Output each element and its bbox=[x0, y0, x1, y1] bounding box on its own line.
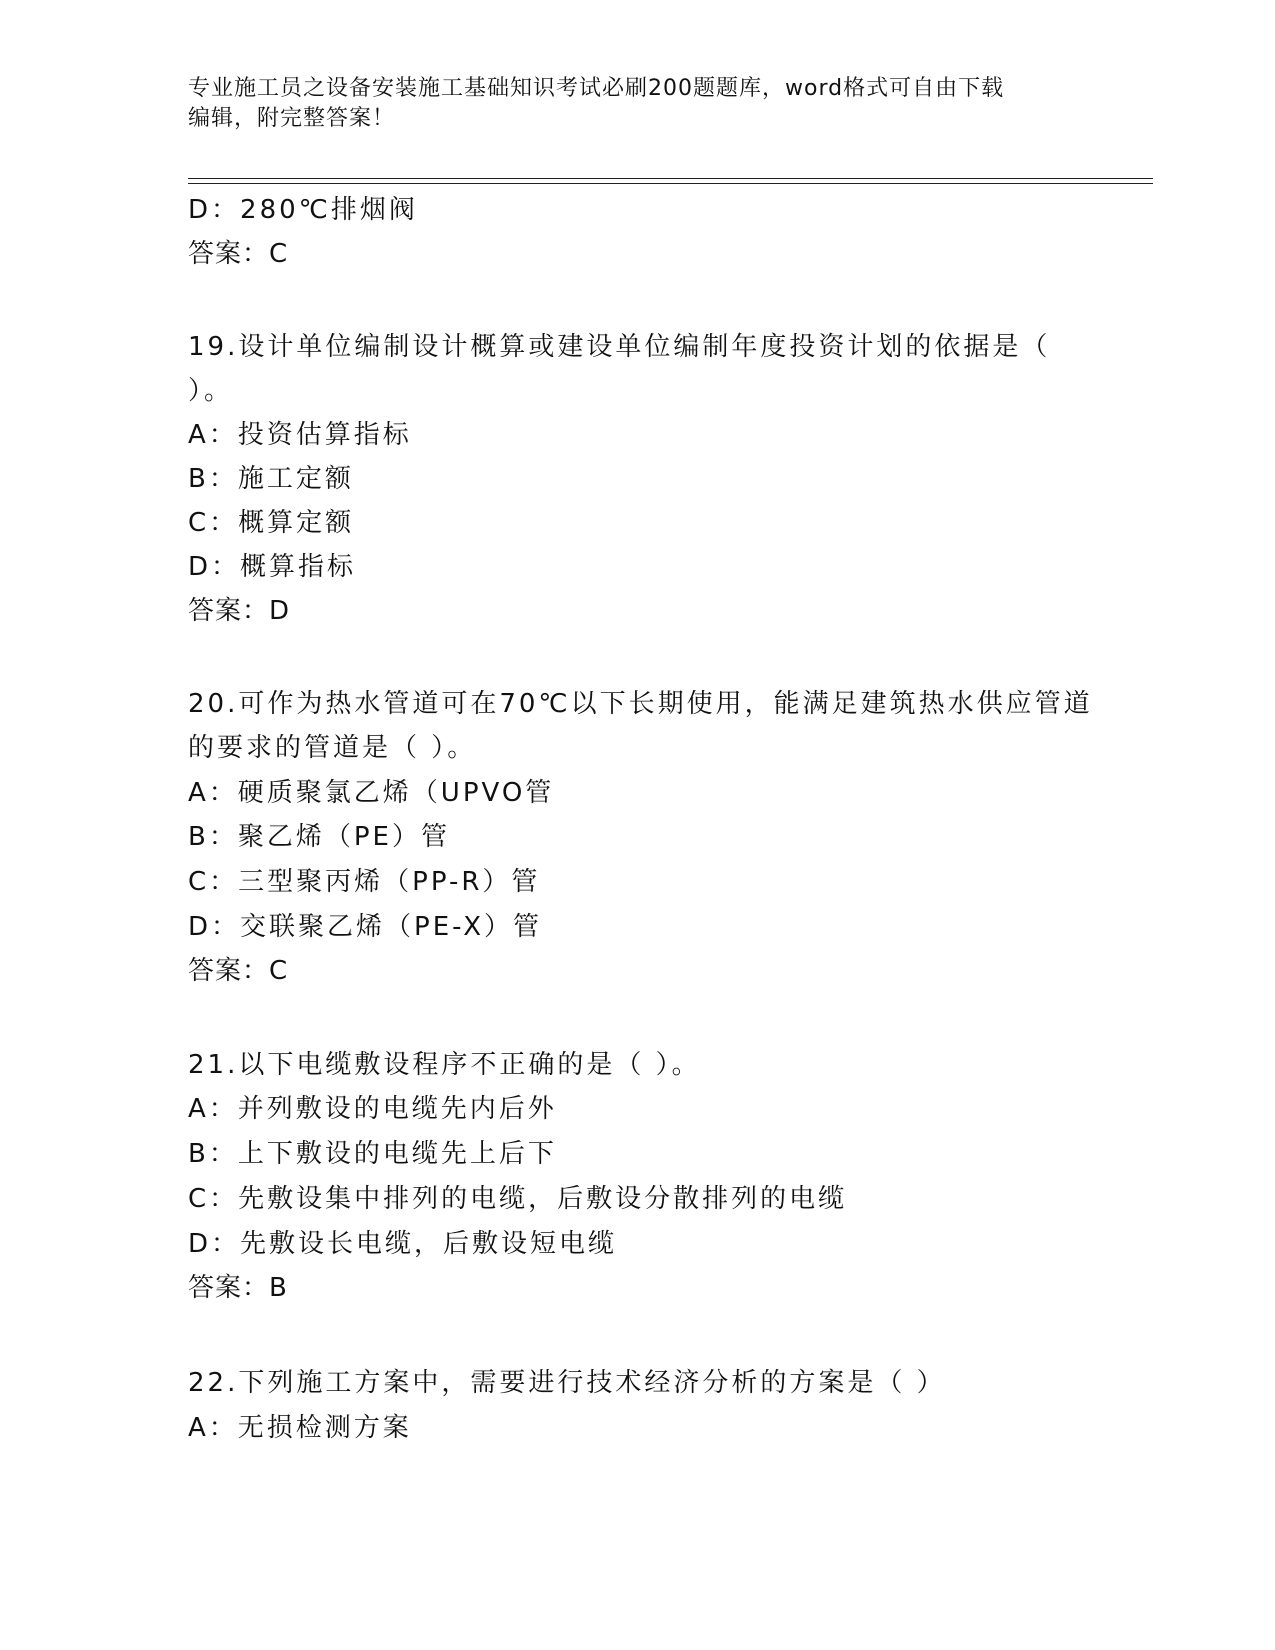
q20-option-a: A：硬质聚氯乙烯（UPVO管 bbox=[188, 778, 555, 808]
q20-stem-line-2: 的要求的管道是（ ）。 bbox=[188, 733, 477, 763]
q19-option-c: C：概算定额 bbox=[188, 508, 355, 538]
header-divider-bottom bbox=[188, 183, 1153, 184]
header-divider-top bbox=[188, 178, 1153, 179]
header-line-2: 编辑，附完整答案！ bbox=[188, 106, 396, 131]
q22-stem-line-1: 22.下列施工方案中，需要进行技术经济分析的方案是（ ） bbox=[188, 1368, 946, 1398]
q20-option-b: B：聚乙烯（PE）管 bbox=[188, 822, 450, 852]
q19-stem-line-1: 19.设计单位编制设计概算或建设单位编制年度投资计划的依据是（ bbox=[188, 332, 1051, 362]
q21-stem-line-1: 21.以下电缆敷设程序不正确的是（ ）。 bbox=[188, 1050, 701, 1080]
q19-answer: 答案：D bbox=[188, 596, 291, 626]
q22-option-a: A：无损检测方案 bbox=[188, 1413, 412, 1443]
q19-option-d: D：概算指标 bbox=[188, 552, 357, 582]
q21-option-d: D：先敷设长电缆，后敷设短电缆 bbox=[188, 1229, 618, 1259]
q20-stem-line-1: 20.可作为热水管道可在70℃以下长期使用，能满足建筑热水供应管道 bbox=[188, 689, 1093, 719]
q20-option-c: C：三型聚丙烯（PP-R）管 bbox=[188, 867, 541, 897]
q19-option-b: B：施工定额 bbox=[188, 464, 354, 494]
document-header bbox=[188, 74, 1088, 134]
q21-option-a: A：并列敷设的电缆先内后外 bbox=[188, 1094, 557, 1124]
q21-option-b: B：上下敷设的电缆先上后下 bbox=[188, 1139, 557, 1169]
q20-option-d: D：交联聚乙烯（PE-X）管 bbox=[188, 912, 543, 942]
q20-answer: 答案：C bbox=[188, 956, 289, 986]
q19-stem-line-2: ）。 bbox=[188, 376, 234, 406]
header-line-1: 专业施工员之设备安装施工基础知识考试必刷200题题库，word格式可自由下载 bbox=[188, 76, 1005, 101]
q19-option-a: A：投资估算指标 bbox=[188, 420, 412, 450]
q18-option-d: D：280℃排烟阀 bbox=[188, 195, 418, 225]
q21-answer: 答案：B bbox=[188, 1273, 288, 1303]
q18-answer: 答案：C bbox=[188, 239, 289, 269]
q21-option-c: C：先敷设集中排列的电缆，后敷设分散排列的电缆 bbox=[188, 1184, 848, 1214]
